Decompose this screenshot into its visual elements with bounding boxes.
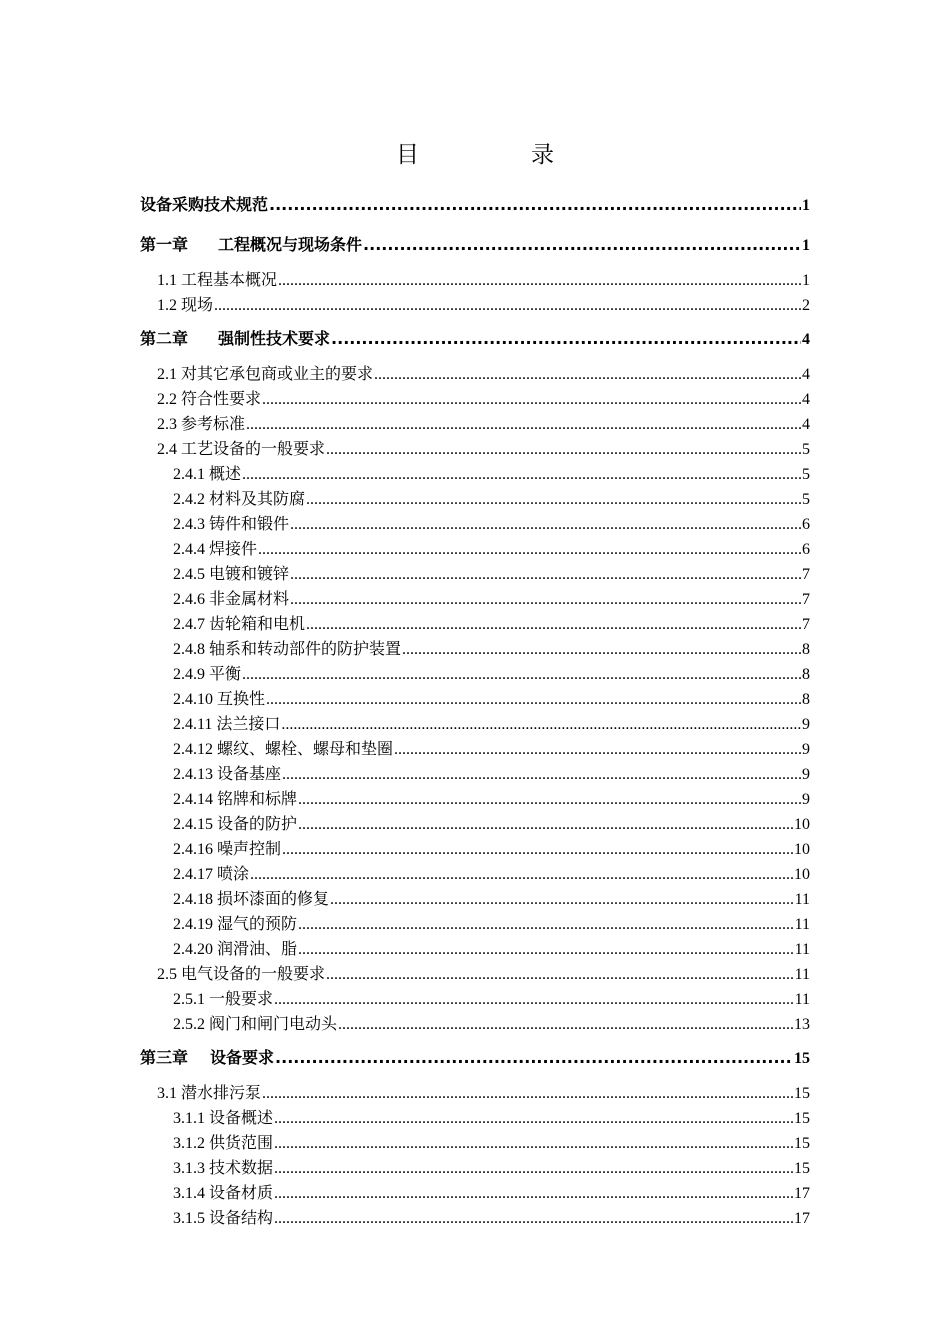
toc-leader-dots xyxy=(290,512,801,537)
toc-page-number: 17 xyxy=(794,1210,810,1227)
toc-entry-text: 3.1.2 供货范围 xyxy=(173,1135,274,1152)
toc-entry-label xyxy=(173,462,241,487)
toc-entry-text: 2.4.14 铭牌和标牌 xyxy=(173,791,298,808)
toc-entry[interactable] xyxy=(140,362,810,387)
toc-entry-label xyxy=(173,737,393,762)
toc-page-number: 4 xyxy=(802,366,810,383)
toc-page-number: 1 xyxy=(802,237,810,254)
toc-title xyxy=(0,136,950,169)
toc-entry-label xyxy=(173,637,401,662)
toc-entry-label xyxy=(157,412,245,437)
toc-entry[interactable] xyxy=(140,987,810,1012)
toc-page-number: 8 xyxy=(802,641,810,658)
toc-entry[interactable] xyxy=(140,1012,810,1037)
toc-title-right: 录 xyxy=(531,142,554,167)
toc-entry-text: 2.1 对其它承包商或业主的要求 xyxy=(157,366,374,383)
toc-page-number: 1 xyxy=(802,272,810,289)
toc-page-number: 10 xyxy=(794,841,810,858)
toc-entry-text: 2.5.1 一般要求 xyxy=(173,991,274,1008)
toc-entry-label xyxy=(173,812,297,837)
toc-entry-label xyxy=(173,1206,273,1231)
toc-page-number: 11 xyxy=(794,966,810,983)
toc-entry-text: 1.2 现场 xyxy=(157,297,214,314)
toc-leader-dots xyxy=(278,268,801,293)
toc-leader-dots xyxy=(394,737,801,762)
toc-chapter-number: 第三章 xyxy=(140,1048,189,1067)
toc-entry[interactable] xyxy=(140,322,810,356)
toc-entry[interactable] xyxy=(140,487,810,512)
toc-leader-dots xyxy=(298,912,794,937)
toc-entry-text: 2.4.20 润滑油、脂 xyxy=(173,941,298,958)
toc-entry-label xyxy=(173,1106,273,1131)
toc-entry-text: 1.1 工程基本概况 xyxy=(157,272,278,289)
toc-leader-dots xyxy=(330,887,794,912)
toc-entry-label xyxy=(157,293,213,318)
toc-page-number: 4 xyxy=(802,391,810,408)
toc-leader-dots xyxy=(262,387,801,412)
toc-entry-text: 2.4.18 损坏漆面的修复 xyxy=(173,891,330,908)
toc-page-number: 5 xyxy=(802,466,810,483)
toc-page-number: 7 xyxy=(802,566,810,583)
table-of-contents xyxy=(140,184,810,1231)
toc-entry[interactable] xyxy=(140,1156,810,1181)
toc-page-number: 7 xyxy=(802,591,810,608)
toc-page-number: 4 xyxy=(802,416,810,433)
toc-entry-text: 2.4.4 焊接件 xyxy=(173,541,258,558)
toc-page-number: 11 xyxy=(794,941,810,958)
toc-entry-text: 2.4.15 设备的防护 xyxy=(173,816,298,833)
toc-entry-text: 2.4.10 互换性 xyxy=(173,691,266,708)
toc-entry-text: 工程概况与现场条件 xyxy=(218,235,363,254)
toc-leader-dots xyxy=(275,1041,793,1075)
toc-page-number: 8 xyxy=(802,691,810,708)
toc-entry-text: 3.1.4 设备材质 xyxy=(173,1185,274,1202)
toc-entry-text: 2.4.12 螺纹、螺栓、螺母和垫圈 xyxy=(173,741,394,758)
toc-entry-label xyxy=(157,268,277,293)
toc-entry-text: 2.4.16 噪声控制 xyxy=(173,841,282,858)
toc-entry-label xyxy=(157,387,261,412)
toc-page-number: 9 xyxy=(802,791,810,808)
toc-entry[interactable] xyxy=(140,387,810,412)
toc-entry-text: 2.4.8 轴系和转动部件的防护装置 xyxy=(173,641,402,658)
toc-page-number: 15 xyxy=(794,1085,810,1102)
toc-entry-label xyxy=(173,512,289,537)
toc-entry-label xyxy=(157,1081,261,1106)
toc-page-number: 8 xyxy=(802,666,810,683)
toc-entry-text: 2.4.17 喷涂 xyxy=(173,866,250,883)
toc-page-number: 15 xyxy=(794,1050,810,1067)
toc-entry[interactable] xyxy=(140,1106,810,1131)
toc-entry[interactable] xyxy=(140,412,810,437)
toc-leader-dots xyxy=(306,612,801,637)
toc-title-left: 目 xyxy=(396,142,419,167)
toc-entry[interactable] xyxy=(140,1041,810,1075)
toc-leader-dots xyxy=(331,322,801,356)
toc-entry[interactable] xyxy=(140,188,810,222)
toc-entry-text: 2.4.2 材料及其防腐 xyxy=(173,491,306,508)
toc-leader-dots xyxy=(269,188,801,222)
toc-page-number: 10 xyxy=(794,866,810,883)
toc-entry-label xyxy=(173,562,289,587)
toc-entry-label xyxy=(157,437,325,462)
toc-entry-text: 2.4.5 电镀和镀锌 xyxy=(173,566,290,583)
toc-leader-dots xyxy=(298,937,794,962)
toc-leader-dots xyxy=(298,787,801,812)
toc-entry-label xyxy=(157,362,373,387)
toc-entry-label xyxy=(157,962,325,987)
toc-entry[interactable] xyxy=(140,687,810,712)
toc-leader-dots xyxy=(374,362,801,387)
toc-leader-dots xyxy=(326,437,801,462)
toc-page-number: 15 xyxy=(794,1110,810,1127)
toc-entry[interactable] xyxy=(140,962,810,987)
toc-page-number: 5 xyxy=(802,491,810,508)
toc-entry-label xyxy=(173,1181,273,1206)
toc-entry[interactable] xyxy=(140,812,810,837)
toc-page-number: 6 xyxy=(802,541,810,558)
toc-page-number: 1 xyxy=(802,197,810,214)
toc-page-number: 11 xyxy=(794,991,810,1008)
toc-entry-text: 2.4.3 铸件和锻件 xyxy=(173,516,290,533)
toc-entry-text: 强制性技术要求 xyxy=(218,329,331,348)
toc-entry-text: 2.2 符合性要求 xyxy=(157,391,262,408)
toc-entry-label xyxy=(140,322,330,356)
toc-entry[interactable] xyxy=(140,228,810,262)
toc-chapter-number: 第二章 xyxy=(140,329,189,348)
toc-leader-dots xyxy=(298,812,793,837)
toc-entry-label xyxy=(173,662,241,687)
toc-entry-text: 2.5.2 阀门和闸门电动头 xyxy=(173,1016,338,1033)
toc-page-number: 17 xyxy=(794,1185,810,1202)
toc-entry-label xyxy=(140,188,268,222)
toc-entry-text: 2.4.6 非金属材料 xyxy=(173,591,290,608)
toc-entry[interactable] xyxy=(140,268,810,293)
toc-entry[interactable] xyxy=(140,562,810,587)
toc-entry-label xyxy=(173,1131,273,1156)
toc-page-number: 9 xyxy=(802,716,810,733)
toc-leader-dots xyxy=(214,293,801,318)
toc-entry-text: 3.1.3 技术数据 xyxy=(173,1160,274,1177)
toc-leader-dots xyxy=(250,862,793,887)
toc-entry-text: 2.4.9 平衡 xyxy=(173,666,242,683)
toc-entry-text: 2.4.13 设备基座 xyxy=(173,766,282,783)
toc-page-number: 9 xyxy=(802,766,810,783)
toc-leader-dots xyxy=(282,837,793,862)
toc-entry-text: 2.4.11 法兰接口 xyxy=(173,716,281,733)
toc-entry-label xyxy=(173,537,257,562)
toc-page-number: 6 xyxy=(802,516,810,533)
toc-entry[interactable] xyxy=(140,837,810,862)
toc-leader-dots xyxy=(290,562,801,587)
toc-entry-text: 2.5 电气设备的一般要求 xyxy=(157,966,326,983)
toc-entry-label xyxy=(140,228,362,262)
toc-entry-label xyxy=(173,887,329,912)
toc-leader-dots xyxy=(306,487,801,512)
toc-page-number: 2 xyxy=(802,297,810,314)
toc-entry[interactable] xyxy=(140,293,810,318)
toc-leader-dots xyxy=(242,662,801,687)
toc-entry-label xyxy=(173,837,281,862)
toc-leader-dots xyxy=(402,637,801,662)
toc-entry[interactable] xyxy=(140,612,810,637)
toc-leader-dots xyxy=(274,1131,793,1156)
toc-leader-dots xyxy=(326,962,794,987)
toc-entry-label xyxy=(173,787,297,812)
toc-page-number: 11 xyxy=(794,891,810,908)
toc-page-number: 9 xyxy=(802,741,810,758)
toc-leader-dots xyxy=(282,762,801,787)
toc-chapter-number: 第一章 xyxy=(140,235,189,254)
toc-entry[interactable] xyxy=(140,937,810,962)
toc-entry-label xyxy=(173,862,249,887)
toc-entry-text: 3.1.5 设备结构 xyxy=(173,1210,274,1227)
toc-entry-text: 2.4.7 齿轮箱和电机 xyxy=(173,616,306,633)
toc-entry-text: 3.1 潜水排污泵 xyxy=(157,1085,262,1102)
toc-entry-label xyxy=(173,912,297,937)
toc-leader-dots xyxy=(274,1106,793,1131)
toc-entry[interactable] xyxy=(140,437,810,462)
toc-page-number: 13 xyxy=(794,1016,810,1033)
toc-page-number: 5 xyxy=(802,441,810,458)
toc-entry-label xyxy=(173,762,281,787)
toc-entry-label xyxy=(173,712,280,737)
toc-entry-text: 2.4 工艺设备的一般要求 xyxy=(157,441,326,458)
toc-entry[interactable] xyxy=(140,662,810,687)
toc-entry[interactable] xyxy=(140,637,810,662)
toc-page-number: 15 xyxy=(794,1135,810,1152)
toc-leader-dots xyxy=(266,687,801,712)
toc-entry[interactable] xyxy=(140,787,810,812)
toc-entry-text: 2.4.19 湿气的预防 xyxy=(173,916,298,933)
toc-entry-label xyxy=(173,1156,273,1181)
toc-entry-text: 2.4.1 概述 xyxy=(173,466,242,483)
toc-leader-dots xyxy=(290,587,801,612)
toc-entry[interactable] xyxy=(140,762,810,787)
toc-entry-label xyxy=(173,987,273,1012)
toc-leader-dots xyxy=(363,228,801,262)
toc-entry[interactable] xyxy=(140,737,810,762)
toc-page-number: 15 xyxy=(794,1160,810,1177)
toc-entry-text: 3.1.1 设备概述 xyxy=(173,1110,274,1127)
toc-entry-text: 2.3 参考标准 xyxy=(157,416,246,433)
toc-entry-label xyxy=(173,1012,337,1037)
toc-entry[interactable] xyxy=(140,462,810,487)
toc-entry[interactable] xyxy=(140,1081,810,1106)
toc-leader-dots xyxy=(281,712,801,737)
toc-entry-label xyxy=(173,487,305,512)
toc-leader-dots xyxy=(242,462,801,487)
toc-entry[interactable] xyxy=(140,862,810,887)
toc-entry-label xyxy=(140,1041,274,1075)
toc-entry[interactable] xyxy=(140,587,810,612)
toc-leader-dots xyxy=(274,987,794,1012)
toc-entry[interactable] xyxy=(140,1131,810,1156)
toc-entry[interactable] xyxy=(140,537,810,562)
toc-page-number: 7 xyxy=(802,616,810,633)
toc-entry-text: 设备采购技术规范 xyxy=(140,195,269,214)
toc-entry[interactable] xyxy=(140,912,810,937)
toc-entry[interactable] xyxy=(140,1206,810,1231)
toc-page-number: 11 xyxy=(794,916,810,933)
toc-page-number: 4 xyxy=(802,331,810,348)
toc-leader-dots xyxy=(258,537,801,562)
toc-entry-label xyxy=(173,587,289,612)
toc-entry[interactable] xyxy=(140,887,810,912)
toc-entry[interactable] xyxy=(140,712,810,737)
toc-leader-dots xyxy=(246,412,801,437)
toc-entry[interactable] xyxy=(140,1181,810,1206)
toc-leader-dots xyxy=(274,1156,793,1181)
toc-leader-dots xyxy=(338,1012,793,1037)
toc-leader-dots xyxy=(274,1206,793,1231)
toc-leader-dots xyxy=(262,1081,793,1106)
toc-entry-label xyxy=(173,687,265,712)
toc-entry-label xyxy=(173,612,305,637)
toc-entry-label xyxy=(173,937,297,962)
toc-entry[interactable] xyxy=(140,512,810,537)
toc-page-number: 10 xyxy=(794,816,810,833)
toc-entry-text: 设备要求 xyxy=(210,1048,275,1067)
toc-leader-dots xyxy=(274,1181,793,1206)
